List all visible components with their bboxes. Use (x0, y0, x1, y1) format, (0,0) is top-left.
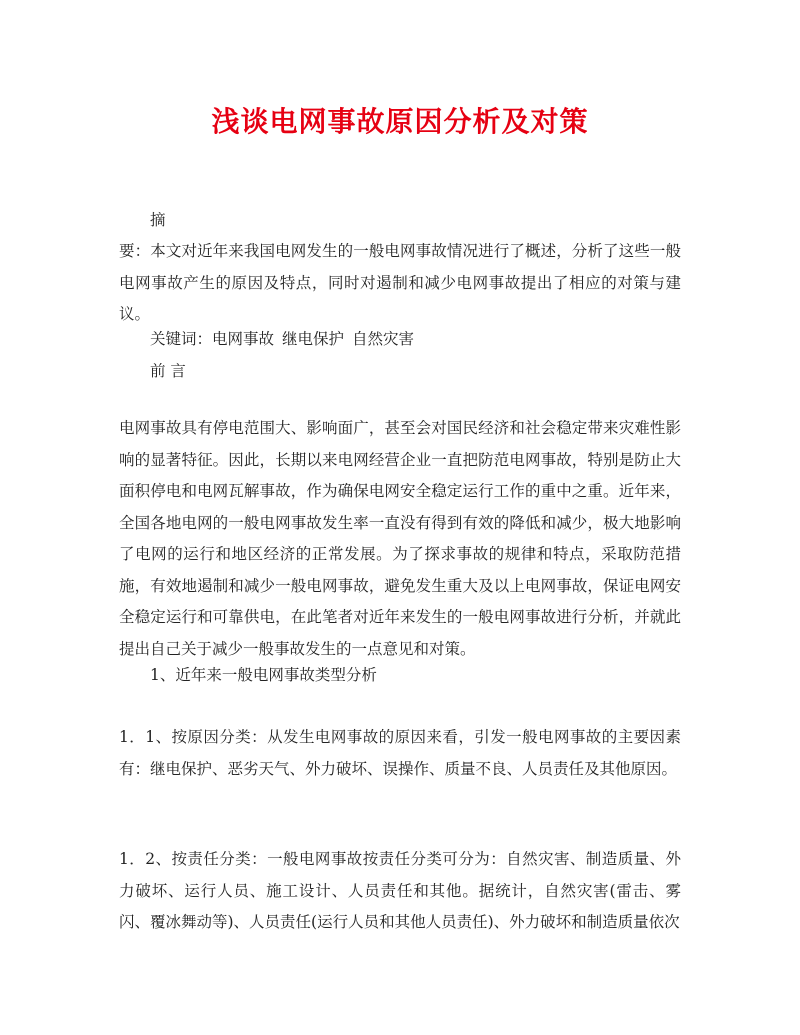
section-1-1-paragraph: 1．1、按原因分类：从发生电网事故的原因来看，引发一般电网事故的主要因素有：继电保护、恶劣天气、外力破坏、误操作、质量不良、人员责任及其他原因。 (119, 728, 681, 778)
document-title: 浅谈电网事故原因分析及对策 (211, 105, 589, 138)
keywords-label: 关键词： (150, 330, 213, 348)
section-1-heading: 1、近年来一般电网事故类型分析 (150, 666, 377, 684)
section-1-2-paragraph: 1．2、按责任分类：一般电网事故按责任分类可分为：自然灾害、制造质量、外力破坏、运行人员、施工设计、人员责任和其他。据统计，自然灾害(雷击、雾闪、覆冰舞动等)、人员责任(运行人员和其他人员责任)、外力破坏和制造质量依次 (119, 850, 681, 931)
keyword-1: 电网事故 (212, 330, 275, 348)
abstract-paragraph: 要：本文对近年来我国电网发生的一般电网事故情况进行了概述，分析了这些一般电网事故产生的原因及特点，同时对遏制和减少电网事故提出了相应的对策与建议。 (119, 242, 681, 323)
keyword-2: 继电保护 (282, 330, 345, 348)
preface-paragraph: 电网事故具有停电范围大、影响面广，甚至会对国民经济和社会稳定带来灾难性影响的显著特征。因此，长期以来电网经营企业一直把防范电网事故，特别是防止大面积停电和电网瓦解事故，作为确保电网安全稳定运行工作的重中之重。近年来，全国各地电网的一般电网事故发生率一直没有得到有效的降低和减少，极大地影响了电网的运行和地区经济的正常发展。为了探求事故的规律和特点，采取防范措施，有效地遏制和减少一般电网事故，避免发生重大及以上电网事故，保证电网安全稳定运行和可靠供电，在此笔者对近年来发生的一般电网事故进行分析，并就此提出自己关于减少一般事故发生的一点意见和对策。 (119, 419, 681, 658)
keywords-line (150, 324, 414, 356)
preface-heading: 前 言 (150, 362, 186, 380)
keyword-3: 自然灾害 (352, 330, 415, 348)
abstract-label: 摘 (150, 211, 166, 229)
